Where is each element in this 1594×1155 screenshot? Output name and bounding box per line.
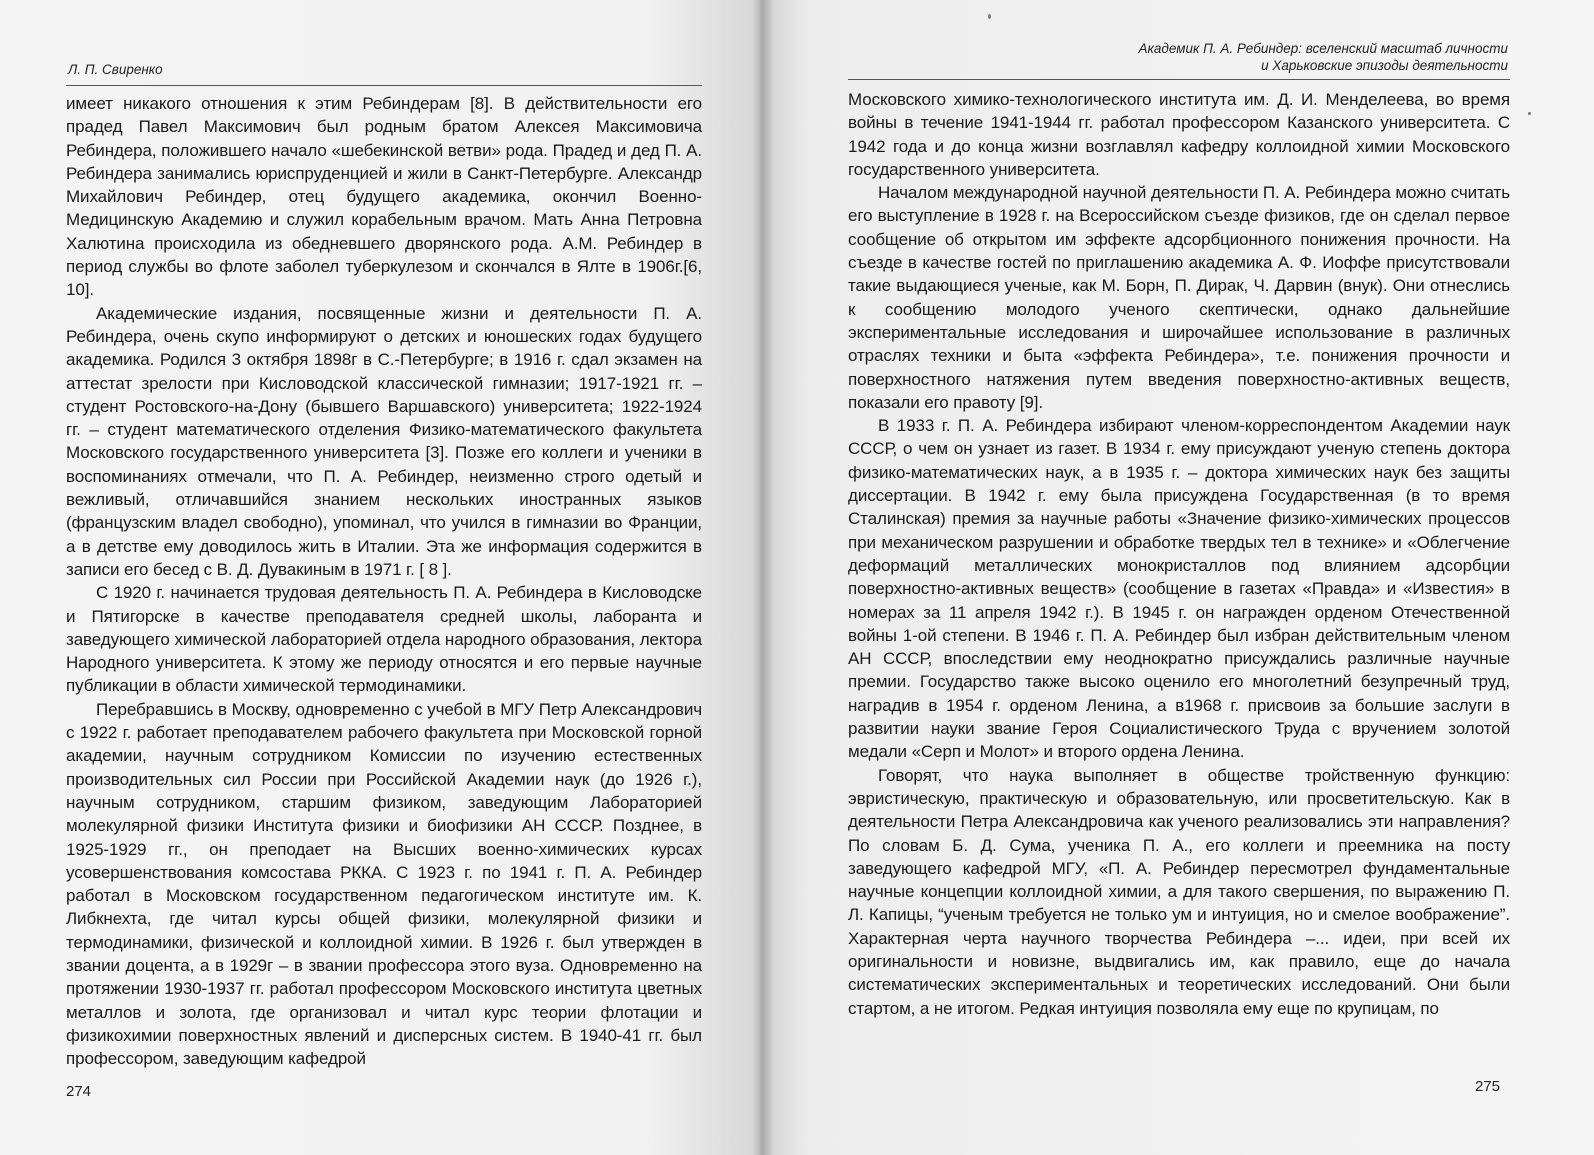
right-body-text xyxy=(848,88,1510,1020)
paragraph: Академические издания, посвященные жизни и деятельности П. А. Ребиндера, очень скупо информируют о детских и юношеских годах будущего академика. Родился 3 октября 1898г в С.-Петербурге; в 1916 г. сдал экзамен на аттестат зрелости при Кисловодской классической гимназии; 1917-1921 гг. – студент Ростовского-на-Дону (бывшего Варшавского) университета; 1922-1924 гг. – студент математического отделения Физико-математического факультета Московского государственного университета [3]. Позже его коллеги и ученики в воспоминаниях отмечали, что П. А. Ребиндер, неизменно строго одетый и вежливый, отличавшийся знанием нескольких иностранных языков (французским владел свободно), упоминал, что учился в гимназии во Франции, а в детстве ему доводилось жить в Италии. Эта же информация содержится в записи его бесед с В. Д. Дувакиным в 1971 г. [ 8 ]. xyxy=(66,303,702,579)
left-page xyxy=(0,0,760,1155)
paragraph: В 1933 г. П. А. Ребиндера избирают членом-корреспондентом Академии наук СССР, о чем он узнает из газет. В 1934 г. ему присуждают ученую степень доктора физико-математических наук, а в 1935 г. – доктора химических наук без защиты диссертации. В 1942 г. ему была присуждена Государственная (в то время Сталинская) премия за научные работы «Значение физико-химических процессов при механическом разрушении и обработке твердых тел в технике» и «Облегчение деформаций металлических монокристаллов под влиянием адсорбции поверхностно-активных веществ» (сообщение в газетах «Правда» и «Известия» в номерах за 11 апреля 1942 г.). В 1945 г. он награжден орденом Отечественной войны 1-ой степени. В 1946 г. П. А. Ребиндер был избран действительным членом АН СССР, впоследствии ему неоднократно присуждались различные научные премии. Государство также высоко оценило его многолетний безупречный труд, наградив в 1954 г. орденом Ленина, а в1968 г. присвоив за большие заслуги в развитии науки звание Героя Социалистического Труда с вручением золотой медали «Серп и Молот» и второго ордена Ленина. xyxy=(848,416,1510,762)
page-number: 274 xyxy=(66,1083,92,1100)
paragraph: Началом международной научной деятельности П. А. Ребиндера можно считать его выступление в 1928 г. на Всероссийском съезде физиков, где он сделал первое сообщение об открытом им эффекте адсорбционного понижения прочности. На съезде в качестве гостей по приглашению академика А. Ф. Иоффе присутствовали такие выдающиеся ученые, как М. Борн, П. Дирак, Ч. Дарвин (внук). Они отнеслись к сообщению молодого ученого скептически, однако дальнейшие экспериментальные исследования и широчайшее использование в различных отраслях техники и быта «эффекта Ребиндера», т.е. понижения прочности и поверхностного натяжения путем введения поверхностно-активных веществ, показали его правоту [9]. xyxy=(848,183,1510,412)
scan-speck xyxy=(988,14,991,19)
header-rule xyxy=(66,85,702,86)
paragraph: имеет никакого отношения к этим Ребиндерам [8]. В действительности его прадед Павел Максимович был родным братом Алексея Максимовича Ребиндера, положившего начало «шебекинской ветви» рода. Прадед и дед П. А. Ребиндера занимались юриспруденцией и жили в Санкт-Петербурге. Александр Михайлович Ребиндер, отец будущего академика, окончил Военно-Медицинскую Академию и служил корабельным врачом. Мать Анна Петровна Халютина происходила из обедневшего дворянского рода. А.М. Ребиндер в период службы во флоте заболел туберкулезом и скончался в Ялте в 1906г.[6, 10]. xyxy=(66,94,702,300)
header-rule xyxy=(848,79,1510,80)
book-gutter xyxy=(752,0,774,1155)
page-number: 275 xyxy=(1474,1078,1500,1095)
right-page xyxy=(760,0,1594,1155)
running-head-title xyxy=(1139,40,1508,74)
paragraph: Московского химико-технологического института им. Д. И. Менделеева, во время войны в течение 1941-1944 гг. работал профессором Казанского университета. С 1942 года и до конца жизни возглавлял кафедру коллоидной химии Московского государственного университета. xyxy=(848,90,1510,179)
scan-speck xyxy=(1528,112,1531,115)
paragraph: С 1920 г. начинается трудовая деятельность П. А. Ребиндера в Кисловодске и Пятигорске в качестве преподавателя средней школы, лаборанта и заведующего химической лабораторией отдела народного образования, лектора Народного университета. К этому же периоду относятся и его первые научные публикации в области химической термодинамики. xyxy=(66,583,702,696)
paragraph: Говорят, что наука выполняет в обществе тройственную функцию: эвристическую, практическую и образовательную, или просветительскую. Как в деятельности Петра Александровича как ученого реализовались эти направления? По словам Б. Д. Сума, ученика П. А., его коллеги и преемника на посту заведующего кафедрой МГУ, «П. А. Ребиндер пересмотрел фундаментальные научные концепции коллоидной химии, а для такого свершения, по выражению П. Л. Капицы, “ученым требуется не только ум и интуиция, но и смелое воображение”. Характерная черта научного творчества Ребиндера –... идеи, при всей их оригинальности и новизне, выдвигались им, как правило, еще до начала систематических экспериментальных и теоретических исследований. Они были стартом, а не итогом. Редкая интуиция позволяла ему еще по крупицам, по xyxy=(848,765,1510,1018)
running-head-author: Л. П. Свиренко xyxy=(68,62,163,77)
left-body-text xyxy=(66,92,702,1070)
paragraph: Перебравшись в Москву, одновременно с учебой в МГУ Петр Александрович с 1922 г. работает преподавателем рабочего факультета при Московской горной академии, научным сотрудником Комиссии по изучению естественных производительных сил России при Российской Академии наук (до 1926 г.), научным сотрудником, старшим физиком, заведующим Лабораторией молекулярной физики Института физики и биофизики АН СССР. Позднее, в 1925-1929 гг., он преподает на Высших военно-химических курсах усовершенствования комсостава РККА. С 1923 г. по 1941 г. П. А. Ребиндер работал в Московском государственном педагогическом институте им. К. Либкнехта, где читал курсы общей физики, молекулярной физики и термодинамики, физической и коллоидной химии. В 1926 г. был утвержден в звании доцента, а в 1929г – в звании профессора этого вуза. Одновременно на протяжении 1930-1937 гг. работал профессором Московского института цветных металлов и золота, где организовал и читал курс теории флотации и физикохимии поверхностных явлений и дисперсных систем. В 1940-41 гг. был профессором, заведующим кафедрой xyxy=(66,699,702,1069)
running-head-line: Академик П. А. Ребиндер: вселенский масштаб личности xyxy=(1138,41,1508,56)
running-head-line: и Харьковские эпизоды деятельности xyxy=(1261,58,1508,73)
